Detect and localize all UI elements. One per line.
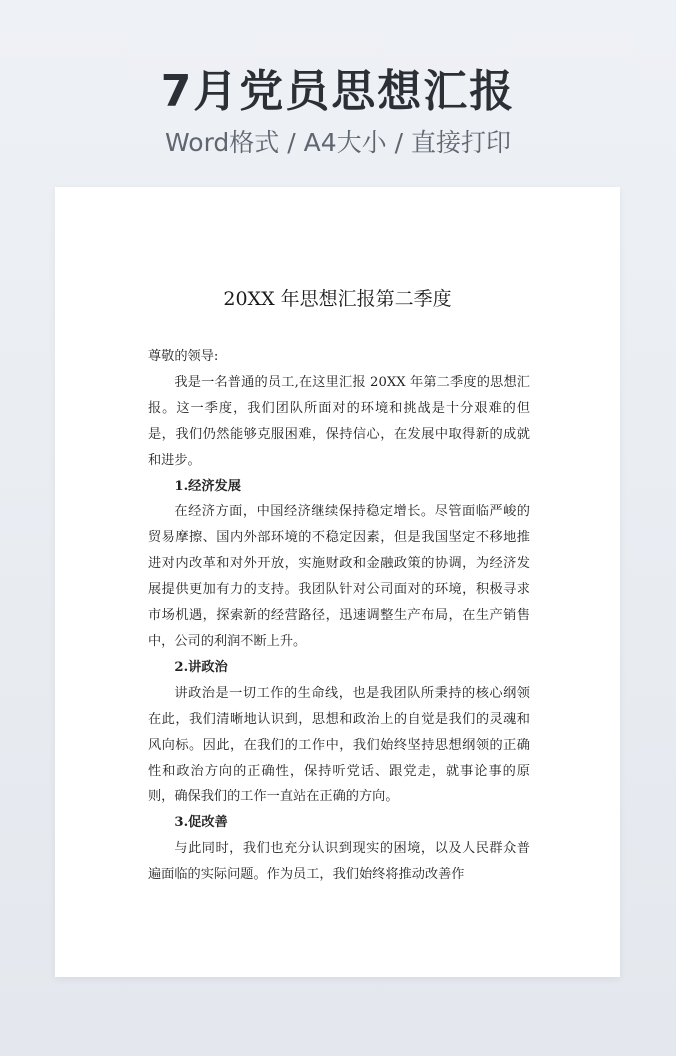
- section-body-improvement: 与此同时，我们也充分认识到现实的困境，以及人民群众普遍面临的实际问题。作为员工，我们始终将推动改善作: [148, 841, 530, 883]
- banner-subtitle: Word格式 / A4大小 / 直接打印: [165, 128, 511, 157]
- section-heading-improvement: 3.促改善: [174, 815, 228, 831]
- document-title: 20XX 年思想汇报第二季度: [223, 288, 452, 310]
- intro-paragraph: 我是一名普通的员工,在这里汇报 20XX 年第二季度的思想汇报。这一季度，我们团队所面对的环境和挑战是十分艰难的但是，我们仍然能够克服困难，保持信心，在发展中取得新的成就和进步。: [148, 374, 530, 468]
- section-body-economy: 在经济方面，中国经济继续保持稳定增长。尽管面临严峻的贸易摩擦、国内外部环境的不稳定因素，但是我国坚定不移地推进对内改革和对外开放，实施财政和金融政策的协调，为经济发展提供更加有力的支持。我团队针对公司面对的环境，积极寻求市场机遇，探索新的经营路径，迅速调整生产布局，在生产销售中，公司的利润不断上升。: [148, 504, 530, 649]
- document-page: [55, 187, 620, 977]
- section-body-politics: 讲政治是一切工作的生命线，也是我团队所秉持的核心纲领在此，我们清晰地认识到，思想和政治上的自觉是我们的灵魂和风向标。因此，在我们的工作中，我们始终坚持思想纲领的正确性和政治方向的正确性，保持听党话、跟党走，就事论事的原则，确保我们的工作一直站在正确的方向。: [148, 685, 530, 805]
- banner-title: 7月党员思想汇报: [160, 66, 516, 117]
- section-heading-economy: 1.经济发展: [174, 478, 241, 494]
- salutation: 尊敬的领导:: [148, 349, 219, 364]
- document-body: [148, 344, 530, 888]
- section-heading-politics: 2.讲政治: [174, 659, 228, 675]
- banner: [0, 62, 676, 160]
